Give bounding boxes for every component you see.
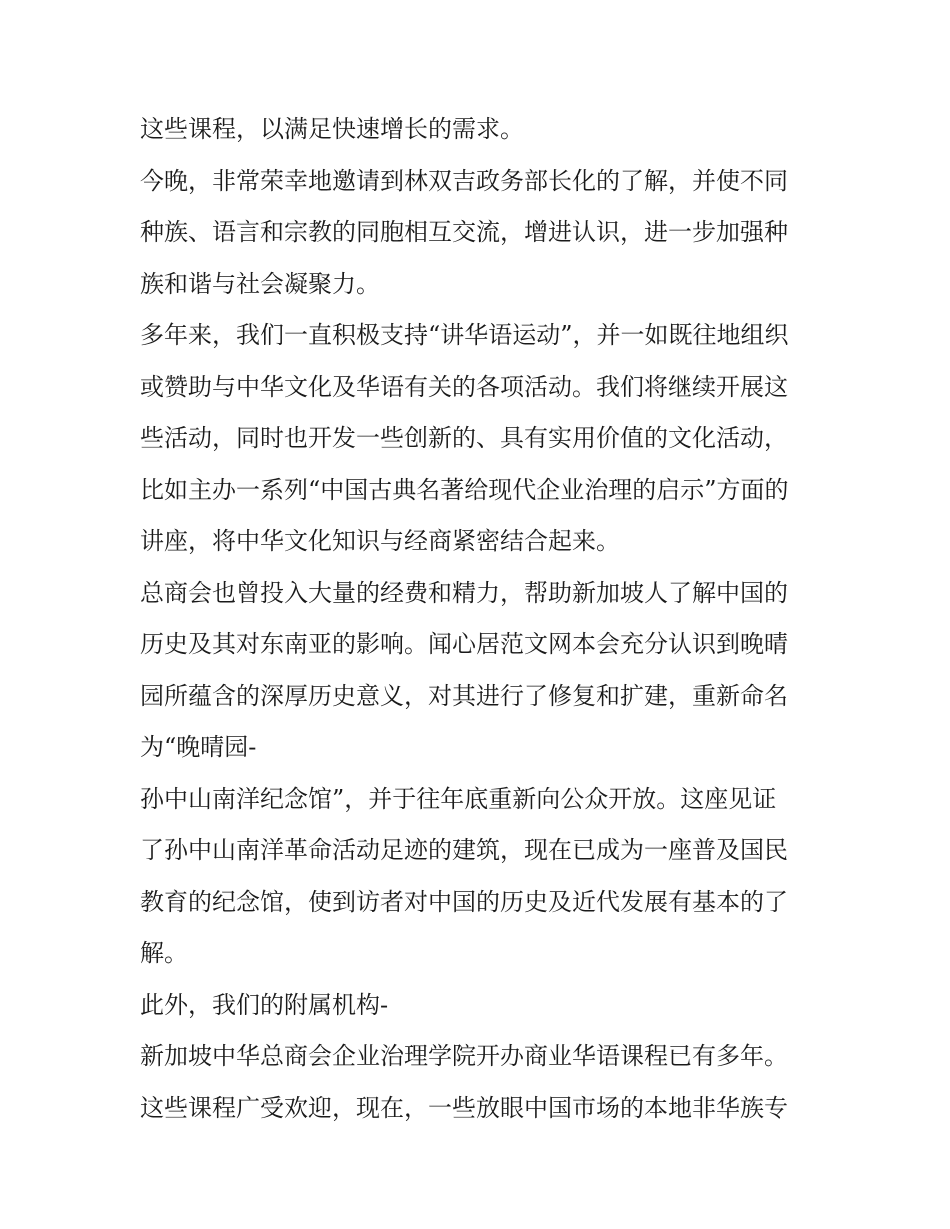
text-line: 今晚，非常荣幸地邀请到林双吉政务部长化的了解，并使不同: [140, 166, 788, 195]
text-line: 了孙中山南洋革命活动足迹的建筑，现在已成为一座普及国民: [140, 836, 788, 864]
text-line: 教育的纪念馆，使到访者对中国的历史及近代发展有基本的了: [140, 887, 788, 916]
text-line: 种族、语言和宗教的同胞相互交流，增进认识，进一步加强种: [140, 218, 788, 246]
text-line: 讲座，将中华文化知识与经商紧密结合起来。: [140, 527, 620, 555]
text-line: 历史及其对东南亚的影响。闻心居范文网本会充分认识到晚晴: [140, 630, 788, 658]
text-line: 新加坡中华总商会企业治理学院开办商业华语课程已有多年。: [140, 1042, 788, 1070]
text-line: 比如主办一系列“中国古典名著给现代企业治理的启示”方面的: [140, 475, 789, 504]
text-line: 此外，我们的附属机构-: [140, 990, 389, 1019]
text-line: 些活动，同时也开发一些创新的、具有实用价值的文化活动，: [140, 424, 788, 452]
text-line: 这些课程广受欢迎，现在，一些放眼中国市场的本地非华族专: [140, 1093, 788, 1122]
text-line: 族和谐与社会凝聚力。: [140, 269, 380, 298]
text-line: 为“晚晴园-: [140, 733, 257, 761]
text-line: 解。: [140, 939, 188, 967]
text-line: 这些课程，以满足快速增长的需求。: [140, 115, 524, 143]
text-line: 多年来，我们一直积极支持“讲华语运动”，并一如既往地组织: [140, 321, 789, 349]
document-body: [140, 104, 820, 1134]
text-line: 园所蕴含的深厚历史意义，对其进行了修复和扩建，重新命名: [140, 681, 788, 710]
text-line: 总商会也曾投入大量的经费和精力，帮助新加坡人了解中国的: [140, 578, 788, 607]
text-line: 或赞助与中华文化及华语有关的各项活动。我们将继续开展这: [140, 372, 788, 401]
text-line: 孙中山南洋纪念馆”，并于往年底重新向公众开放。这座见证: [140, 784, 777, 813]
